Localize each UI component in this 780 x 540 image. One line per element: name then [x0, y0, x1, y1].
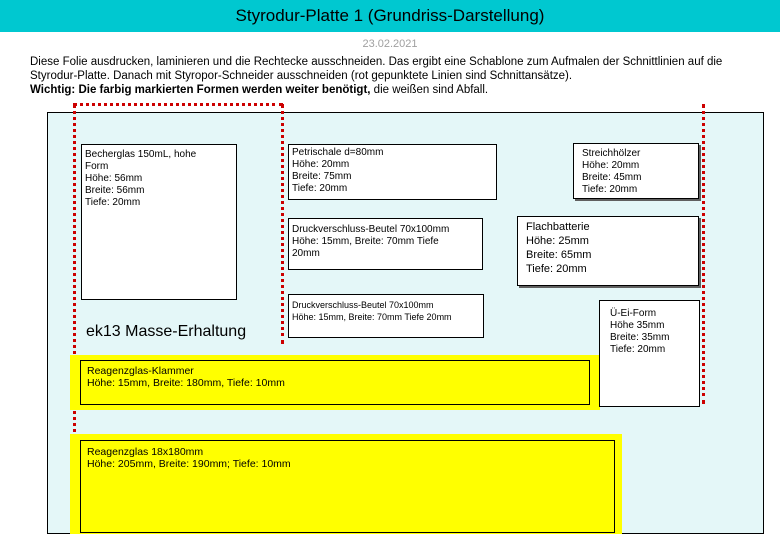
slide-title-bar — [0, 0, 780, 32]
beutel-label-1: Druckverschluss-Beutel 70x100mm Höhe: 15mm, Breite: 70mm Tiefe 20mm — [292, 224, 450, 259]
ek13-label: ek13 Masse-Erhaltung — [86, 323, 247, 340]
beutel-shape-1 — [288, 218, 483, 270]
flachbatterie-label: Flachbatterie Höhe: 25mm Breite: 65mm Tiefe: 20mm — [526, 221, 592, 275]
important-note: Wichtig: Die farbig markierten Formen werden weiter benötigt, — [30, 84, 371, 96]
petrischale-label: Petrischale d=80mm Höhe: 20mm Breite: 75mm Tiefe: 20mm — [292, 147, 384, 194]
cut-line-middle — [281, 104, 284, 344]
intro-text — [30, 55, 760, 97]
petrischale-shape — [288, 144, 497, 200]
klammer-label: Reagenzglas-Klammer Höhe: 15mm, Breite: 180mm, Tiefe: 10mm — [87, 365, 285, 389]
beutel-label-2: Druckverschluss-Beutel 70x100mm Höhe: 15mm, Breite: 70mm Tiefe 20mm — [292, 300, 452, 322]
cut-line-top-left — [73, 103, 283, 106]
slide-date: 23.02.2021 — [362, 38, 418, 50]
beutel-shape-2 — [288, 294, 484, 338]
ue-ei-form-shape — [599, 300, 700, 407]
streichhoelzer-shape — [573, 143, 699, 199]
slide-title: Styrodur-Platte 1 (Grundriss-Darstellung) — [235, 6, 545, 25]
note-rest: die weißen sind Abfall. — [370, 84, 489, 96]
becherglas-label: Becherglas 150mL, hohe Form Höhe: 56mm Breite: 56mm Tiefe: 20mm — [85, 149, 197, 208]
reagenzglas-label: Reagenzglas 18x180mm Höhe: 205mm, Breite: 190mm; Tiefe: 10mm — [87, 446, 291, 470]
flachbatterie-shape — [517, 216, 699, 286]
reagenzglas-shape — [80, 440, 615, 533]
streichhoelzer-label: Streichhölzer Höhe: 20mm Breite: 45mm Tiefe: 20mm — [582, 148, 642, 195]
intro-line: Diese Folie ausdrucken, laminieren und die Rechtecke ausschneiden. Das ergibt eine Schablone zum Aufmalen der Schnittlinien auf die Styrodur-Platte. Danach mit Styropor-Schneider ausschneiden (rot gepunktete Linien sind Schnittansätze). — [30, 56, 723, 82]
becherglas-shape — [81, 144, 237, 300]
ue-ei-form-label: Ü-Ei-Form Höhe 35mm Breite: 35mm Tiefe: 20mm — [610, 308, 670, 355]
reagenzglas-klammer-shape — [80, 360, 590, 405]
cut-line-right — [702, 104, 705, 404]
